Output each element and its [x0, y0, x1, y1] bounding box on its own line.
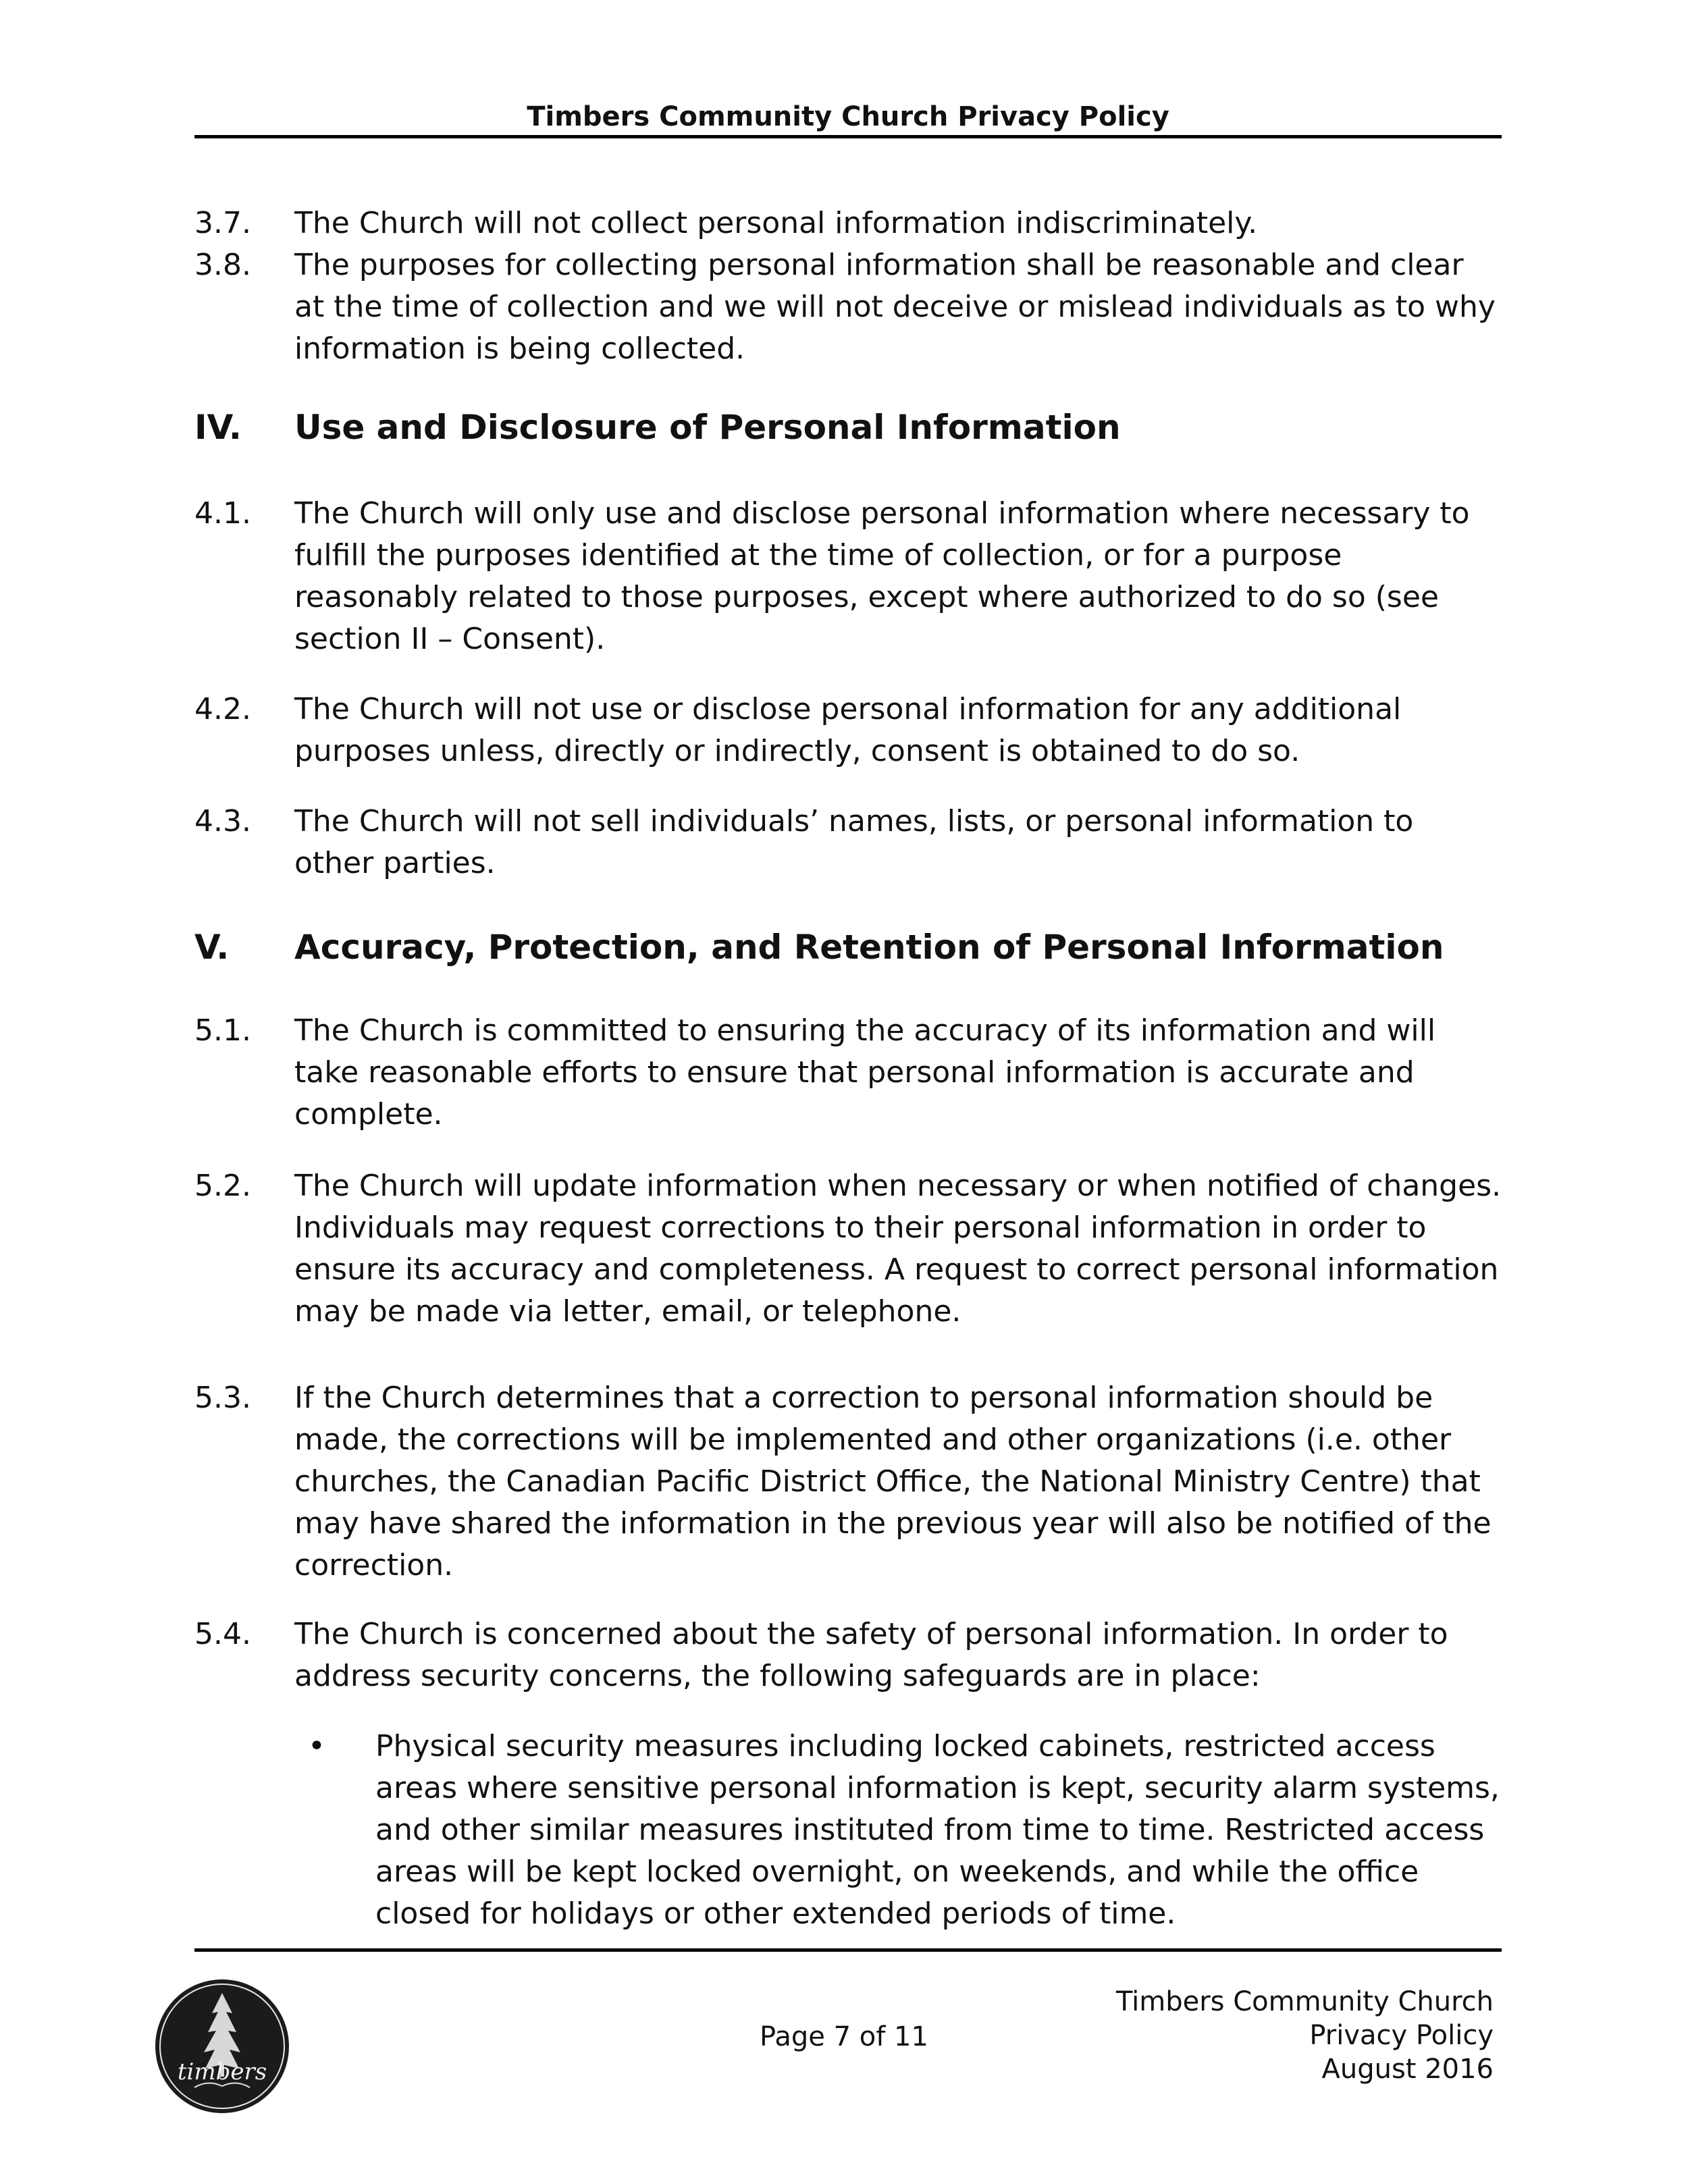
running-header: Timbers Community Church Privacy Policy	[527, 101, 1169, 132]
bullet-text: Physical security measures including locked cabinets, restricted access areas where sensitive personal information is kept, security alarm systems, and other similar measures instituted from time to time. Restricted access areas will be kept locked overnight, on weekends, and while the office closed for holidays or other extended periods of time.	[375, 1729, 1500, 1931]
section-heading-iv	[194, 406, 1502, 448]
section-title: Accuracy, Protection, and Retention of Personal Information	[294, 928, 1444, 967]
footer-info	[1013, 1985, 1494, 2086]
bullet-item	[194, 1726, 1502, 1935]
item-5-3	[194, 1377, 1502, 1587]
header-rule	[194, 135, 1502, 138]
section-number: IV.	[194, 408, 242, 447]
item-4-1	[194, 493, 1502, 660]
item-5-1	[194, 1010, 1502, 1136]
item-text: The Church will update information when necessary or when notified of changes. Individuals may request corrections to their personal information in order to ensure its accuracy and completeness. A request to correct personal information may be made via letter, email, or telephone.	[294, 1169, 1502, 1329]
item-3-8	[194, 244, 1502, 370]
footer-doc: Privacy Policy	[1309, 2020, 1494, 2051]
item-5-4	[194, 1614, 1502, 1697]
footer-org: Timbers Community Church	[1115, 1986, 1494, 2017]
item-number: 4.1.	[194, 496, 251, 531]
tree-logo-icon	[154, 1978, 290, 2114]
item-4-2	[194, 689, 1502, 772]
item-number: 5.1.	[194, 1013, 251, 1048]
svg-text:timbers: timbers	[177, 2058, 267, 2085]
item-number: 5.4.	[194, 1617, 251, 1651]
item-3-7	[194, 203, 1502, 244]
item-text: The Church will not sell individuals’ names, lists, or personal information to other parties.	[294, 804, 1414, 880]
section-heading-v	[194, 926, 1502, 968]
footer-date: August 2016	[1321, 2054, 1494, 2085]
item-5-2	[194, 1165, 1502, 1333]
item-number: 3.7.	[194, 206, 251, 240]
item-text: If the Church determines that a correction to personal information should be made, the corrections will be implemented and other organizations (i.e. other churches, the Canadian Pacific District Office, the National Ministry Centre) that may have shared the information in the previous year will also be notified of the correction.	[294, 1381, 1492, 1582]
item-text: The Church is concerned about the safety of personal information. In order to address security concerns, the following safeguards are in place:	[294, 1617, 1448, 1693]
item-text: The Church will not collect personal information indiscriminately.	[294, 206, 1258, 240]
item-4-3	[194, 801, 1502, 884]
item-number: 4.3.	[194, 804, 251, 838]
page-number: Page 7 of 11	[760, 2021, 928, 2052]
item-number: 4.2.	[194, 692, 251, 726]
item-text: The Church is committed to ensuring the accuracy of its information and will take reasonable efforts to ensure that personal information is accurate and complete.	[294, 1013, 1436, 1131]
church-logo	[154, 1978, 290, 2114]
item-text: The Church will not use or disclose personal information for any additional purposes unless, directly or indirectly, consent is obtained to do so.	[294, 692, 1402, 768]
item-number: 3.8.	[194, 248, 251, 282]
footer-rule	[194, 1948, 1502, 1952]
item-text: The purposes for collecting personal information shall be reasonable and clear at the time of collection and we will not deceive or mislead individuals as to why information is being collected.	[294, 248, 1496, 366]
item-number: 5.2.	[194, 1169, 251, 1203]
item-text: The Church will only use and disclose personal information where necessary to fulfill the purposes identified at the time of collection, or for a purpose reasonably related to those purposes, except where authorized to do so (see section II – Consent).	[294, 496, 1470, 656]
section-number: V.	[194, 928, 230, 967]
bullet-marker: •	[308, 1729, 325, 1763]
section-title: Use and Disclosure of Personal Information	[294, 408, 1121, 447]
item-number: 5.3.	[194, 1381, 251, 1415]
